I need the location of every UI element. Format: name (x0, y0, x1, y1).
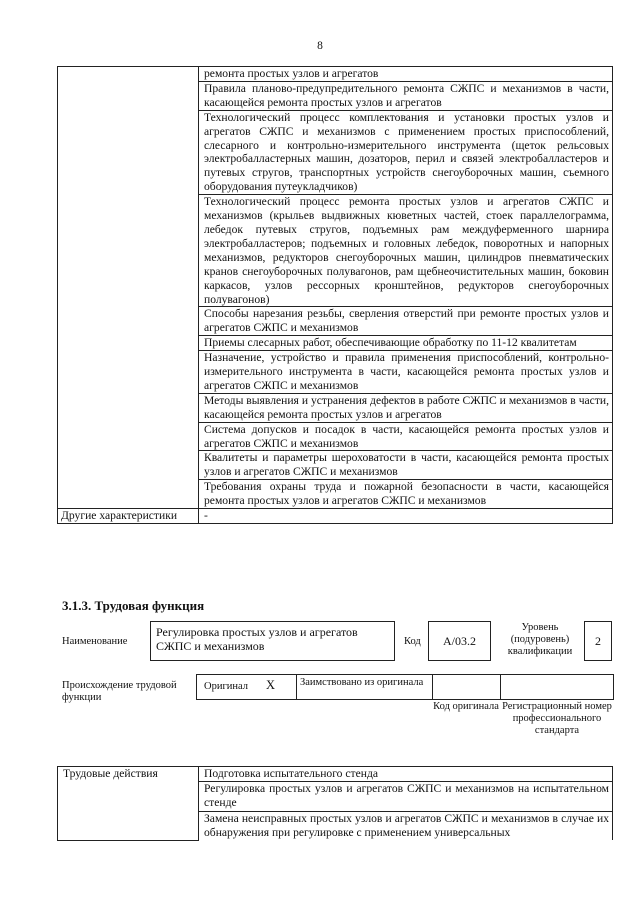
requirement-text: ремонта простых узлов и агрегатов (199, 67, 613, 82)
function-code-value: А/03.2 (443, 634, 476, 648)
code-original-caption: Код оригинала (433, 701, 499, 712)
level-value: 2 (595, 634, 601, 648)
origin-divider (500, 674, 501, 700)
requirement-text: Технологический процесс комплектования и установки простых узлов и агрегатов СЖПС и механизмов с применением простых приспособлений, слесарного и контрольно-измерительного инструмента (щеток рельсовых электробалластерных машин, дозаторов, перил и связей электробалластеров и путевых стругов, транспортных устройств снегоуборочных машин, съемного оборудования путеукладчиков) (199, 110, 613, 194)
code-label: Код (404, 636, 421, 647)
actions-label: Трудовые действия (58, 767, 199, 841)
requirement-text: Приемы слесарных работ, обеспечивающие обработку по 11-12 квалитетам (199, 336, 613, 351)
original-label: Оригинал (204, 681, 248, 692)
borrowed-label: Заимствовано из оригинала (300, 677, 424, 688)
function-name-value: Регулировка простых узлов и агрегатов СЖПС и механизмов (156, 625, 358, 653)
section-title: 3.1.3. Трудовая функция (62, 598, 205, 613)
requirement-text: Технологический процесс ремонта простых узлов и агрегатов СЖПС и механизмов (крыльев выдвижных кюветных частей, стоек параллелограмма, лебедок путевых стругов, подъемных рам междуферменного шарнира электробалластеров; подъемных и головных лебедок, поворотных и напорных механизмов, редукторов снегоуборочных машин, цилиндров пневматических кранов снегоуборочных полувагонов, рам щебнеочистительных машин, боковин каркасов, узлов рессорных кронштейнов, редукторов снегоуборочных полувагонов) (199, 195, 613, 307)
requirement-text: Правила планово-предупредительного ремонта СЖПС и механизмов в части, касающейся ремонта простых узлов и агрегатов (199, 81, 613, 110)
origin-divider (432, 674, 433, 700)
function-name-box (150, 621, 395, 661)
action-text: Регулировка простых узлов и агрегатов СЖПС и механизмов на испытательном стенде (199, 782, 613, 811)
origin-divider (296, 674, 297, 700)
level-label: Уровень (подуровень) квалификации (507, 622, 573, 657)
requirement-text: Квалитеты и параметры шероховатости в части, касающейся ремонта простых узлов и агрегатов СЖПС и механизмов (199, 451, 613, 480)
requirement-text: Назначение, устройство и правила применения приспособлений, контрольно-измерительного инструмента в части, касающейся ремонта простых узлов и агрегатов СЖПС и механизмов (199, 351, 613, 394)
requirement-text: Система допусков и посадок в части, касающейся ремонта простых узлов и агрегатов СЖПС и механизмов (199, 422, 613, 451)
requirement-text: Требования охраны труда и пожарной безопасности в части, касающейся ремонта простых узлов и агрегатов СЖПС и механизмов (199, 480, 613, 509)
action-text: Подготовка испытательного стенда (199, 767, 613, 782)
action-text: Замена неисправных простых узлов и агрегатов СЖПС и механизмов в случае их обнаружения при регулировке с применением универсальных (199, 811, 613, 840)
table-row (58, 509, 613, 524)
actions-table (57, 766, 613, 841)
level-box (584, 621, 612, 661)
table-row (58, 767, 613, 782)
requirements-table (57, 66, 613, 524)
requirement-text: Способы нарезания резьбы, сверления отверстий при ремонте простых узлов и агрегатов СЖПС и механизмов (199, 307, 613, 336)
name-label: Наименование (62, 636, 128, 647)
page-number: 8 (317, 40, 323, 52)
table-row (58, 67, 613, 82)
original-mark: Х (266, 678, 276, 692)
other-characteristics-label: Другие характеристики (58, 509, 199, 524)
requirement-text: Методы выявления и устранения дефектов в работе СЖПС и механизмов в части, касающейся ремонта простых узлов и агрегатов (199, 393, 613, 422)
other-characteristics-value: - (199, 509, 613, 524)
function-code-box (428, 621, 491, 661)
origin-label: Происхождение трудовой функции (62, 680, 177, 703)
row-label-empty (58, 67, 199, 509)
regnum-caption: Регистрационный номер профессионального стандарта (502, 701, 612, 736)
